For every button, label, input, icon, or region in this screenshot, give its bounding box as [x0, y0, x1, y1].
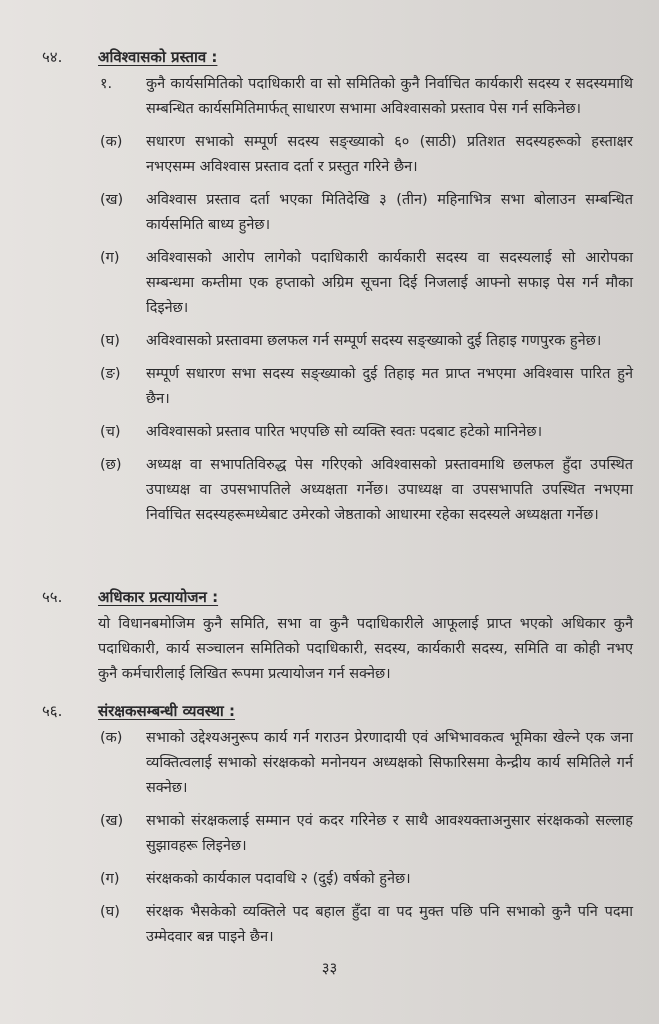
item-text: सभाको उद्देश्यअनुरूप कार्य गर्न गराउन प्रेरणादायी एवं अभिभावकत्व भूमिका खेल्ने एक जना व्यक्तित्वलाई सभाको संरक्षकको मनोनयन अध्यक्षको सिफारिसमा केन्द्रीय कार्य समितिले गर्न सक्नेछ। [146, 730, 633, 796]
item-marker: (घ) [100, 904, 120, 920]
item-text: अध्यक्ष वा सभापतिविरुद्ध पेस गरिएको अविश्वासको प्रस्तावमाथि छलफल हुँदा उपस्थित उपाध्यक्ष वा उपसभापतिले अध्यक्षता गर्नेछ। उपाध्यक्ष वा उपसभापति उपस्थित नभएमा निर्वाचित सदस्यहरूमध्येबाट उमेरको जेष्ठताको आधारमा रहेका सदस्यले अध्यक्षता गर्नेछ। [146, 457, 633, 523]
section-title: संरक्षकसम्बन्धी व्यवस्था : [98, 702, 236, 720]
list-item [0, 867, 659, 892]
section-56 [0, 700, 659, 950]
item-marker: (ख) [100, 813, 124, 829]
section-number: ५४. [42, 48, 63, 66]
item-marker: (ख) [100, 192, 124, 208]
section-title: अधिकार प्रत्यायोजन : [98, 588, 219, 606]
item-marker: (क) [100, 730, 123, 746]
item-text: अविश्वासको आरोप लागेको पदाधिकारी कार्यकारी सदस्य वा सदस्यलाई सो आरोपका सम्बन्धमा कम्तीमा एक हप्ताको अग्रिम सूचना दिई निजलाई आफ्नो सफाइ पेस गर्न मौका दिइनेछ। [146, 250, 633, 316]
item-text: संरक्षक भैसकेको व्यक्तिले पद बहाल हुँदा वा पद मुक्त पछि पनि सभाको कुनै पनि पदमा उम्मेदवार बन्न पाइने छैन। [146, 904, 633, 945]
item-marker: (च) [100, 424, 121, 440]
list-item [0, 726, 659, 801]
item-text: अविश्वासको प्रस्तावमा छलफल गर्न सम्पूर्ण सदस्य सङ्ख्याको दुई तिहाइ गणपुरक हुनेछ। [146, 333, 602, 349]
list-item [0, 453, 659, 528]
item-marker: (ग) [100, 250, 120, 266]
item-text: सधारण सभाको सम्पूर्ण सदस्य सङ्ख्याको ६० (साठी) प्रतिशत सदस्यहरूको हस्ताक्षर नभएसम्म अविश्वास प्रस्ताव दर्ता र प्रस्तुत गरिने छैन। [146, 134, 633, 175]
item-marker: (ङ) [100, 366, 121, 382]
item-text: अविश्वासको प्रस्ताव पारित भएपछि सो व्यक्ति स्वतः पदबाट हटेको मानिनेछ। [146, 424, 543, 440]
list-item [0, 188, 659, 238]
list-item [0, 130, 659, 180]
item-marker: (घ) [100, 333, 120, 349]
section-title: अविश्वासको प्रस्ताव : [98, 48, 218, 66]
list-item [0, 362, 659, 412]
section-number: ५५. [42, 588, 63, 606]
list-item [0, 246, 659, 321]
item-text: संरक्षकको कार्यकाल पदावधि २ (दुई) वर्षको हुनेछ। [146, 871, 411, 887]
list-item [0, 809, 659, 859]
section-55 [0, 586, 659, 687]
item-marker: (ग) [100, 871, 120, 887]
section-number: ५६. [42, 702, 63, 720]
list-item [0, 72, 659, 122]
item-marker: (क) [100, 134, 123, 150]
list-item [0, 329, 659, 354]
item-marker: (छ) [100, 457, 122, 473]
section-54 [0, 46, 659, 528]
list-item [0, 900, 659, 950]
item-text: कुनै कार्यसमितिको पदाधिकारी वा सो समितिको कुनै निर्वाचित कार्यकारी सदस्य र सदस्यमाथि सम्बन्धित कार्यसमितिमार्फत् साधारण सभामा अविश्वासको प्रस्ताव पेस गर्न सकिनेछ। [146, 76, 633, 117]
item-text: सम्पूर्ण सधारण सभा सदस्य सङ्ख्याको दुई तिहाइ मत प्राप्त नभएमा अविश्वास पारित हुने छैन। [146, 366, 633, 407]
section-body: यो विधानबमोजिम कुनै समिति, सभा वा कुनै पदाधिकारीले आफूलाई प्राप्त भएको अधिकार कुनै पदाधिकारी, कार्य सञ्चालन समितिको पदाधिकारी, सदस्य, कार्यकारी सदस्य, समिति वा कोही नभए कुनै कर्मचारीलाई लिखित रूपमा प्रत्यायोजन गर्न सक्नेछ। [98, 616, 633, 682]
item-text: सभाको संरक्षकलाई सम्मान एवं कदर गरिनेछ र साथै आवश्यक्ताअनुसार संरक्षकको सल्लाह सुझावहरू लिइनेछ। [146, 813, 633, 854]
list-item [0, 420, 659, 445]
item-marker: १. [100, 76, 113, 92]
item-text: अविश्वास प्रस्ताव दर्ता भएका मितिदेखि ३ (तीन) महिनाभित्र सभा बोलाउन सम्बन्धित कार्यसमिति बाध्य हुनेछ। [146, 192, 633, 233]
page-number: ३३ [321, 959, 338, 977]
